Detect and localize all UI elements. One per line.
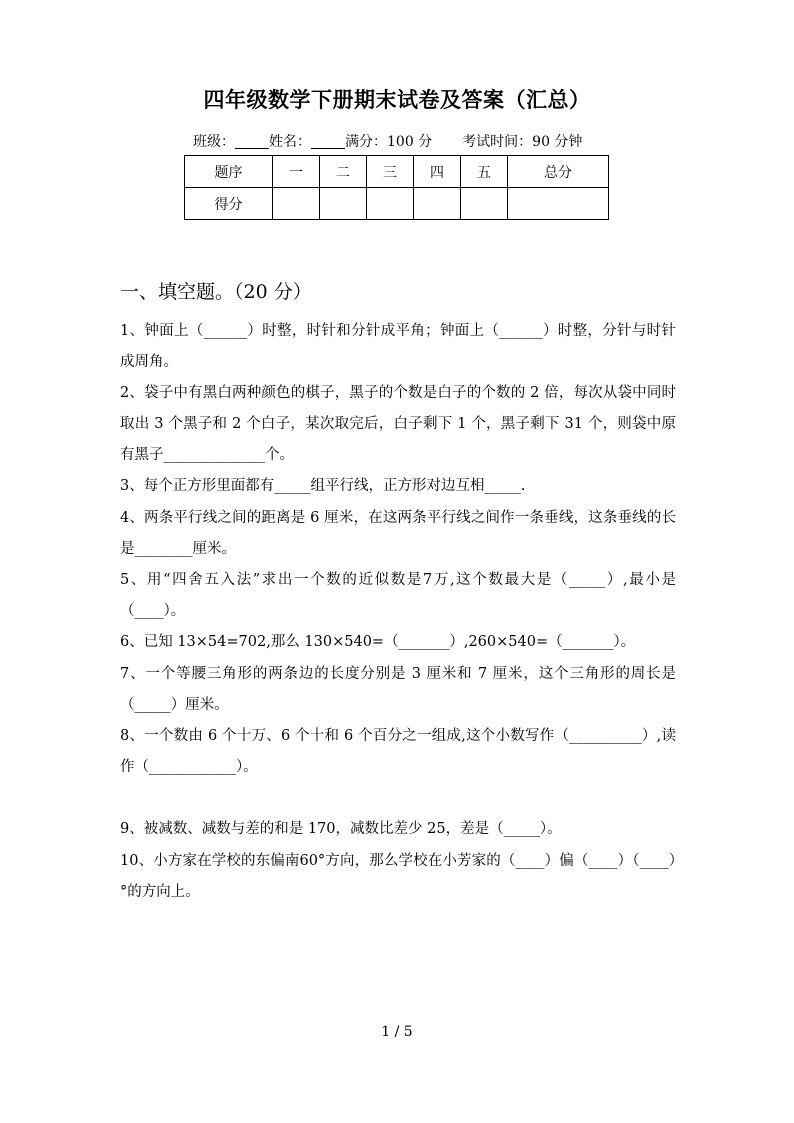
class-label: 班级： — [193, 134, 235, 150]
question-10: 10、小方家在学校的东偏南60°方向，那么学校在小芳家的（____）偏（____）（____）°的方向上。 — [120, 853, 676, 900]
score-cell[interactable] — [367, 188, 414, 220]
exam-time: 考试时间：90 分钟 — [462, 134, 583, 150]
row-label-cell: 得分 — [185, 188, 273, 220]
section-heading: 一、填空题。（20 分） — [120, 281, 312, 303]
header-cell: 一 — [273, 156, 320, 188]
score-cell[interactable] — [461, 188, 508, 220]
header-cell: 题序 — [185, 156, 273, 188]
question-6: 6、已知 13×54=702,那么 130×540=（_______）,260×540=（_______）。 — [120, 634, 636, 650]
page-title: 四年级数学下册期末试卷及答案（汇总） — [203, 87, 591, 112]
header-cell: 五 — [461, 156, 508, 188]
name-blank[interactable] — [311, 134, 345, 149]
score-table-score-row — [185, 188, 609, 220]
question-3: 3、每个正方形里面都有_____组平行线，正方形对边互相_____. — [120, 478, 526, 494]
class-blank[interactable] — [235, 134, 269, 149]
score-cell[interactable] — [273, 188, 320, 220]
question-1: 1、钟面上（______）时整，时针和分针成平角；钟面上（______）时整，分针与时针成周角。 — [120, 323, 676, 370]
question-4: 4、两条平行线之间的距离是 6 厘米，在这两条平行线之间作一条垂线，这条垂线的长是________厘米。 — [120, 510, 676, 557]
page-number: 1 / 5 — [381, 1024, 413, 1040]
full-score: 满分：100 分 — [345, 134, 433, 150]
name-label: 姓名： — [269, 134, 311, 150]
header-cell: 总分 — [508, 156, 609, 188]
header-cell: 三 — [367, 156, 414, 188]
question-5: 5、用“四舍五入法”求出一个数的近似数是7万,这个数最大是（_____）,最小是（____）。 — [120, 572, 676, 619]
score-cell[interactable] — [320, 188, 367, 220]
question-2: 2、袋子中有黑白两种颜色的棋子，黑子的个数是白子的个数的 2 倍，每次从袋中同时取出 3 个黑子和 2 个白子，某次取完后，白子剩下 1 个，黑子剩下 31 个，则袋中原有黑子______________个。 — [120, 385, 676, 463]
header-cell: 四 — [414, 156, 461, 188]
total-score-cell[interactable] — [508, 188, 609, 220]
score-table — [184, 155, 609, 220]
header-cell: 二 — [320, 156, 367, 188]
question-8: 8、一个数由 6 个十万、6 个十和 6 个百分之一组成,这个小数写作（__________）,读作（____________）。 — [120, 728, 676, 775]
question-7: 7、一个等腰三角形的两条边的长度分别是 3 厘米和 7 厘米，这个三角形的周长是（_____）厘米。 — [120, 666, 676, 713]
score-cell[interactable] — [414, 188, 461, 220]
exam-info-line — [193, 131, 582, 151]
score-table-header-row — [185, 156, 609, 188]
question-9: 9、被减数、减数与差的和是 170，减数比差少 25，差是（_____）。 — [120, 821, 562, 837]
